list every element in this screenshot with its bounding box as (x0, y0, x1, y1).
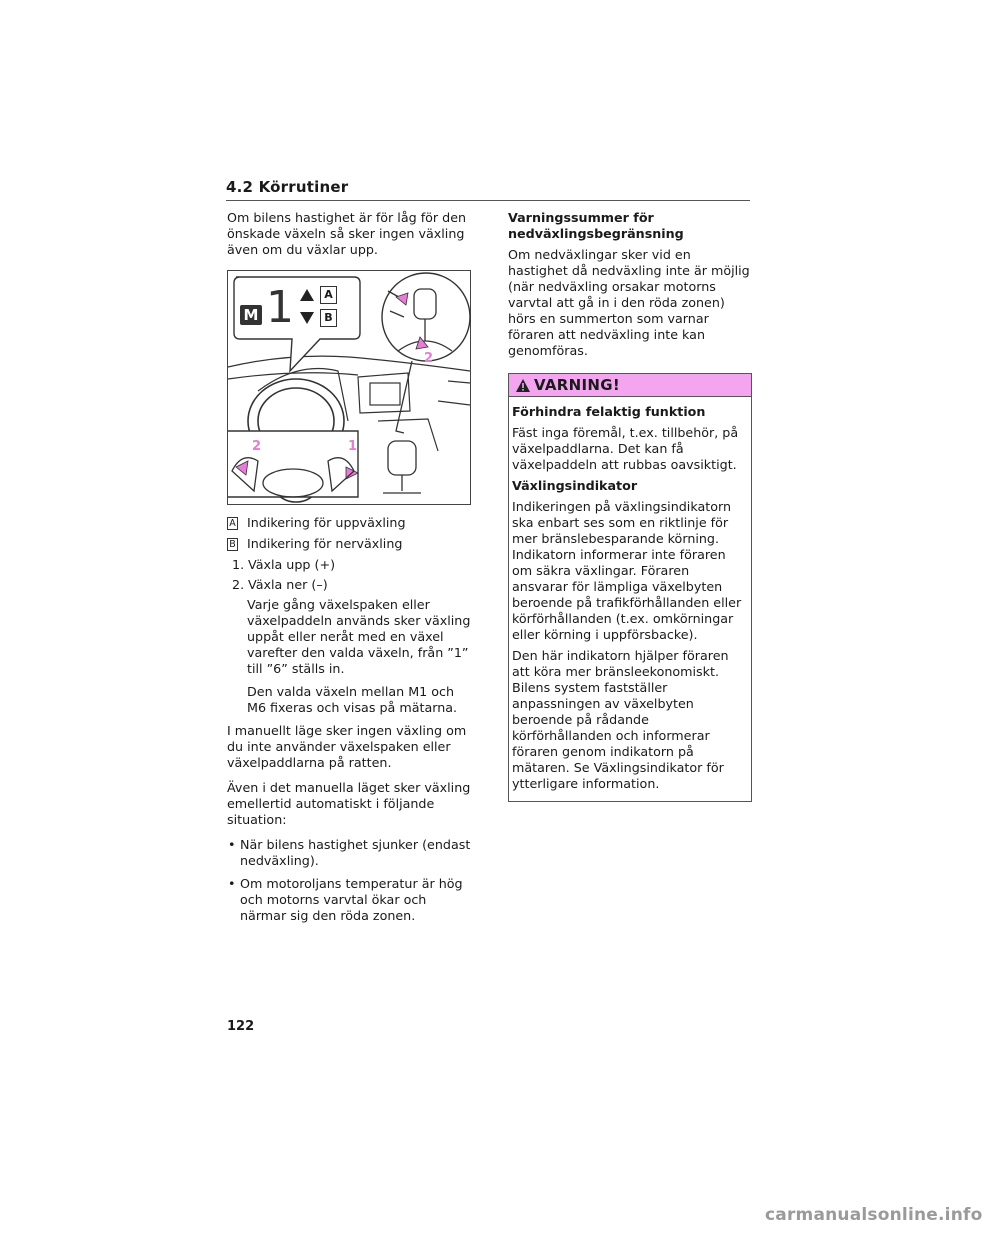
legend-text-a: Indikering för uppväxling (247, 515, 406, 530)
label-a-box: A (320, 286, 337, 304)
step-number-2: 2. (232, 577, 245, 592)
gear-digit: 1 (266, 282, 294, 333)
bullet-dot: • (228, 876, 236, 891)
warning-triangle-icon (515, 378, 531, 393)
page-number: 122 (227, 1019, 255, 1034)
warning-box (508, 373, 752, 802)
step-text-1: Växla upp (+) (248, 557, 336, 572)
warning-text-indicator: Indikeringen på växlingsindikatorn ska enbart ses som en riktlinje för mer bränslebesparande körning. Indikatorn informerar inte föraren om säkra växlingar. Föraren ansvarar för lämpliga växelbyten beroende på trafikförhållanden eller körförhållanden (t.ex. omkörningar eller körning i uppförsbacke). (512, 499, 742, 642)
legend-key-b: B (227, 538, 238, 551)
step-item-1 (227, 557, 472, 573)
auto-shift-paragraph: Även i det manuella läget sker växling emellertid automatiskt i följande situation: (227, 780, 471, 827)
step-number-1: 1. (232, 557, 245, 572)
header-divider (226, 200, 750, 201)
step-item-2 (227, 577, 472, 593)
callout-2-lever: 2 (424, 351, 434, 366)
buzzer-heading: Varningssummer för nedväxlingsbegränsning (508, 210, 684, 241)
legend-item-b (227, 536, 472, 552)
warning-text-malfunction: Fäst inga föremål, t.ex. tillbehör, på växelpaddlarna. Det kan få växelpaddeln att rubbas oavsiktigt. (512, 425, 739, 472)
gear-shift-illustration (227, 270, 471, 505)
warning-subheading-malfunction: Förhindra felaktig funktion (512, 404, 706, 419)
bullet-dot: • (228, 837, 236, 852)
intro-paragraph: Om bilens hastighet är för låg för den önskade växeln så sker ingen växling även om du växlar upp. (227, 210, 467, 257)
step-text-2: Växla ner (–) (248, 577, 328, 592)
bullet-item (227, 876, 472, 924)
mode-indicator-badge: M (240, 305, 262, 325)
right-column (508, 210, 752, 802)
label-b-box: B (320, 309, 337, 327)
section-title: 4.2 Körrutiner (226, 178, 349, 196)
downshift-triangle-icon (300, 312, 314, 324)
illustration-svg (228, 271, 470, 504)
upshift-triangle-icon (300, 289, 314, 301)
section-header (226, 178, 750, 201)
left-column (227, 210, 472, 931)
warning-title: VARNING! (534, 376, 620, 394)
callout-1-paddle: 1 (348, 439, 358, 454)
buzzer-paragraph: Om nedväxlingar sker vid en hastighet då nedväxling inte är möjlig (när nedväxling orsakar motorns varvtal att gå in i den röda zonen) hörs en summerton som varnar föraren att nedväxling inte kan genomföras. (508, 247, 750, 358)
legend-item-a (227, 515, 472, 531)
step-note-gear-display: Den valda växeln mellan M1 och M6 fixeras och visas på mätarna. (247, 684, 458, 715)
bullet-text: När bilens hastighet sjunker (endast nedväxling). (240, 837, 471, 868)
legend-key-a: A (227, 517, 238, 530)
callout-2-paddle: 2 (252, 439, 262, 454)
site-watermark: carmanualsonline.info (765, 1205, 982, 1225)
bullet-item (227, 837, 472, 869)
manual-mode-paragraph: I manuellt läge sker ingen växling om du inte använder växelspaken eller växelpaddlarna på ratten. (227, 723, 467, 770)
step-note-shift: Varje gång växelspaken eller växelpaddeln används sker växling uppåt eller neråt med en växel varefter den valda växeln, från ”1” till ”6” ställs in. (247, 597, 471, 676)
legend-text-b: Indikering för nerväxling (247, 536, 403, 551)
warning-text-economy: Den här indikatorn hjälper föraren att köra mer bränsleekonomiskt. Bilens system fastställer anpassningen av växelbyten beroende på rådande körförhållanden och informerar föraren genom indikatorn på mätaren. Se Växlingsindikator för ytterligare information. (512, 648, 729, 791)
warning-body (509, 397, 751, 801)
warning-subheading-indicator: Växlingsindikator (512, 478, 638, 493)
bullet-text: Om motoroljans temperatur är hög och motorns varvtal ökar och närmar sig den röda zonen. (240, 876, 463, 923)
warning-header (509, 374, 751, 397)
